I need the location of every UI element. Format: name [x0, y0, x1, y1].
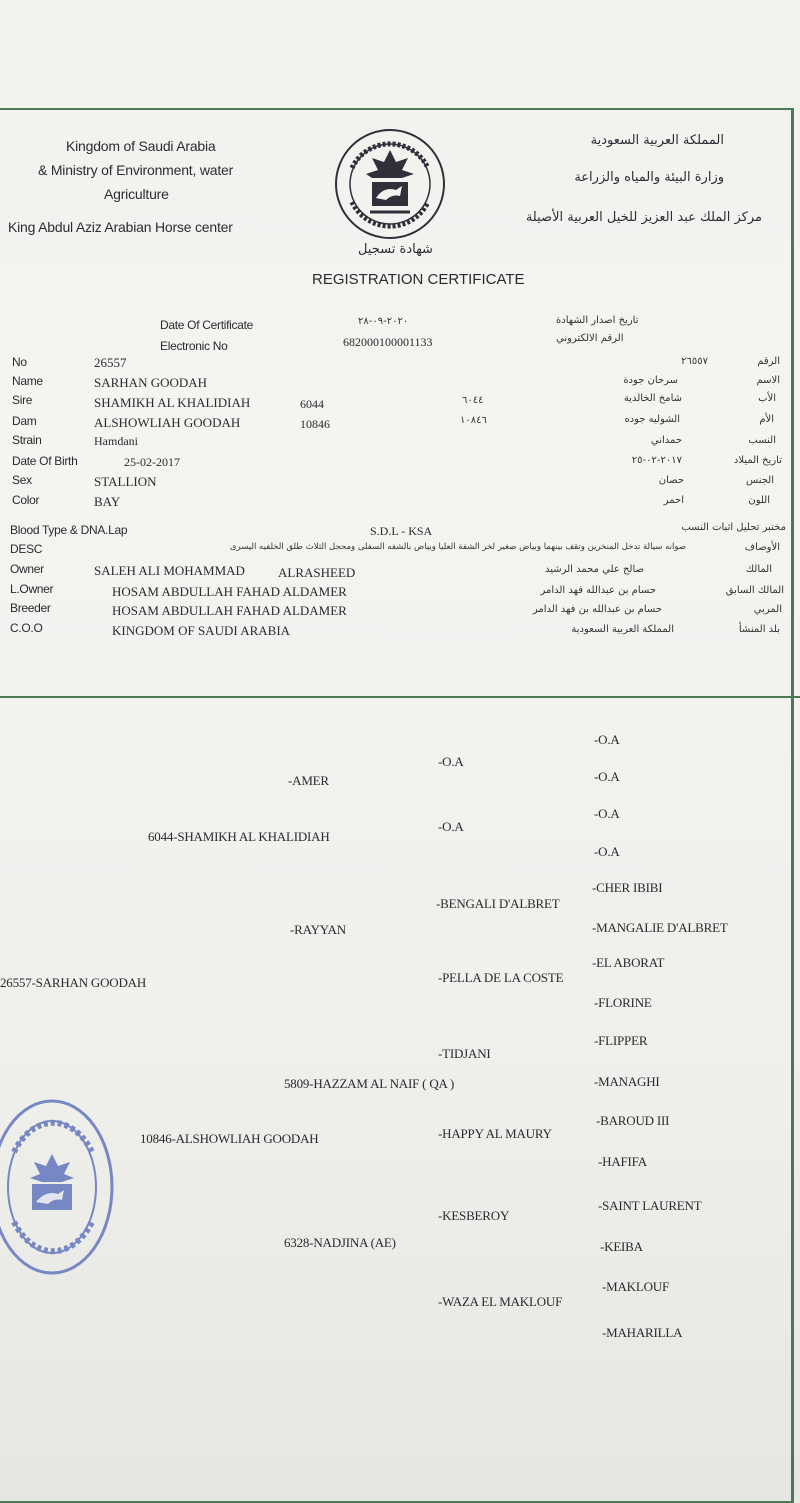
field-ar-label-sex: الجنس — [745, 475, 774, 486]
electronic-no-label-ar: الرقم الالكتروني — [556, 333, 624, 344]
desc-ar-label: الأوصاف — [744, 542, 780, 553]
pedigree-horse: 26557-SARHAN GOODAH — [0, 975, 147, 990]
field-ar-value-color: احمر — [663, 495, 684, 506]
owner-ar-value: صالح علي محمد الرشيد — [544, 564, 644, 575]
pedigree-gen2-3: 5809-HAZZAM AL NAIF ( QA ) — [284, 1076, 455, 1091]
field-label-no: No — [12, 355, 27, 369]
header-en-line-1: Kingdom of Saudi Arabia — [66, 138, 216, 154]
pedigree-gen4-7: -EL ABORAT — [592, 955, 665, 970]
pedigree-gen4-10: -MANAGHI — [594, 1074, 660, 1089]
pedigree-gen4-11: -BAROUD III — [596, 1113, 670, 1128]
pedigree-gen2-2: -RAYYAN — [290, 922, 346, 937]
pedigree-gen4-16: -MAHARILLA — [602, 1325, 683, 1340]
breeder-value: HOSAM ABDULLAH FAHAD ALDAMER — [112, 603, 347, 618]
pedigree-gen3-8: -WAZA EL MAKLOUF — [438, 1294, 563, 1309]
pedigree-gen4-5: -CHER IBIBI — [592, 880, 663, 895]
field-value-dob: 25-02-2017 — [124, 455, 180, 469]
desc-label: DESC — [10, 542, 43, 556]
field-label-sire: Sire — [12, 393, 33, 407]
field-ar-value-no: ٢٦٥٥٧ — [681, 356, 708, 367]
pedigree-gen3-7: -KESBEROY — [438, 1208, 510, 1223]
pedigree-gen4-8: -FLORINE — [594, 995, 652, 1010]
field-value-no: 26557 — [94, 355, 127, 370]
owner-label: Owner — [10, 562, 44, 576]
electronic-no-label: Electronic No — [160, 339, 228, 353]
pedigree-gen4-4: -O.A — [594, 844, 620, 859]
field-ar-value-sire: شامخ الخالدية — [623, 393, 682, 404]
lowner-ar-label: المالك السابق — [725, 585, 784, 596]
field-ar-value-strain: حمداني — [650, 435, 682, 446]
field-label-sex: Sex — [12, 473, 32, 487]
field-ar-label-dam: الأم — [759, 414, 774, 425]
coo-value: KINGDOM OF SAUDI ARABIA — [112, 623, 291, 638]
desc-ar-text: صوانه سيالة تدخل المنخرين وتقف بينهما وبياض صغير لخر الشفة العليا وبياض بالشفه السفلى ومحجل الثلاث طلق الخلفيه اليسرى — [229, 542, 686, 552]
header-ar-line-2: وزارة البيئة والمياه والزراعة — [574, 170, 724, 185]
field-ar-label-sire: الأب — [758, 393, 776, 404]
field-num-ar-dam: ١٠٨٤٦ — [460, 415, 487, 426]
field-ar-label-dob: تاريخ الميلاد — [733, 455, 782, 466]
field-value-sex: STALLION — [94, 474, 157, 489]
pedigree-sire: 6044-SHAMIKH AL KHALIDIAH — [148, 829, 330, 844]
pedigree-gen4-9: -FLIPPER — [594, 1033, 648, 1048]
pedigree-gen4-1: -O.A — [594, 732, 620, 747]
field-ar-label-strain: النسب — [748, 435, 776, 446]
field-label-strain: Strain — [12, 433, 42, 447]
owner-value-2: ALRASHEED — [278, 565, 356, 580]
field-value-name: SARHAN GOODAH — [94, 375, 208, 390]
owner-ar-label: المالك — [745, 564, 772, 575]
pedigree-gen2-1: -AMER — [288, 773, 329, 788]
header-en-line-4: King Abdul Aziz Arabian Horse center — [8, 219, 233, 235]
field-ar-value-dam: الشوليه جوده — [624, 414, 680, 425]
date-of-certificate-label: Date Of Certificate — [160, 318, 254, 332]
field-num-dam: 10846 — [300, 417, 330, 431]
ministry-emblem-icon — [332, 128, 448, 240]
lowner-ar-value: حسام بن عبدالله فهد الدامر — [540, 585, 656, 596]
pedigree-gen3-6: -HAPPY AL MAURY — [438, 1126, 552, 1141]
field-ar-value-dob: ٢٠١٧-٠٢-٢٥ — [631, 455, 682, 466]
breeder-label: Breeder — [10, 601, 51, 615]
header-ar-line-3: مركز الملك عبد العزيز للخيل العربية الأصيلة — [525, 210, 762, 225]
field-ar-value-name: سرحان جودة — [623, 375, 678, 386]
pedigree-gen3-3: -BENGALI D'ALBRET — [436, 896, 560, 911]
header-en-line-3: Agriculture — [104, 186, 169, 202]
breeder-ar-label: المربي — [753, 604, 782, 615]
coo-ar-value: المملكة العربية السعودية — [571, 624, 674, 635]
field-num-ar-sire: ٦٠٤٤ — [462, 395, 484, 406]
owner-value: SALEH ALI MOHAMMAD — [94, 563, 245, 578]
pedigree-gen4-13: -SAINT LAURENT — [598, 1198, 702, 1213]
field-label-dam: Dam — [12, 414, 37, 428]
stamp-seal-icon — [0, 1092, 116, 1282]
title-en: REGISTRATION CERTIFICATE — [312, 271, 525, 288]
field-ar-value-sex: حصان — [658, 475, 684, 486]
field-num-sire: 6044 — [300, 397, 324, 411]
coo-label: C.O.O — [10, 621, 43, 635]
field-label-dob: Date Of Birth — [12, 454, 78, 468]
electronic-no-value: 682000100001133 — [343, 335, 433, 349]
field-label-color: Color — [12, 493, 40, 507]
pedigree-gen3-5: -TIDJANI — [438, 1046, 491, 1061]
pedigree-gen4-6: -MANGALIE D'ALBRET — [592, 920, 728, 935]
field-label-name: Name — [12, 374, 43, 388]
coo-ar-label: بلد المنشأ — [738, 624, 780, 635]
date-of-certificate-value: ٢٠٢٠-٠٩-٢٨ — [358, 316, 409, 327]
pedigree-gen3-1: -O.A — [438, 754, 464, 769]
pedigree-dam: 10846-ALSHOWLIAH GOODAH — [140, 1131, 319, 1146]
lowner-value: HOSAM ABDULLAH FAHAD ALDAMER — [112, 584, 347, 599]
breeder-ar-value: حسام بن عبدالله بن فهد الدامر — [532, 604, 662, 615]
field-ar-label-name: الاسم — [756, 375, 780, 386]
field-value-dam: ALSHOWLIAH GOODAH — [94, 415, 241, 430]
section-divider — [0, 696, 800, 698]
blood-type-label: Blood Type & DNA.Lap — [10, 523, 128, 537]
pedigree-gen4-3: -O.A — [594, 806, 620, 821]
pedigree-gen3-4: -PELLA DE LA COSTE — [438, 970, 564, 985]
field-ar-label-no: الرقم — [757, 356, 780, 367]
pedigree-gen3-2: -O.A — [438, 819, 464, 834]
pedigree-gen2-4: 6328-NADJINA (AE) — [284, 1235, 396, 1250]
field-value-sire: SHAMIKH AL KHALIDIAH — [94, 395, 251, 410]
field-value-strain: Hamdani — [94, 434, 138, 448]
blood-type-label-ar: مختبر تحليل اثبات النسب — [681, 522, 786, 533]
lowner-label: L.Owner — [10, 582, 54, 596]
blood-type-value: S.D.L - KSA — [370, 524, 433, 538]
header-ar-line-1: المملكة العربية السعودية — [590, 133, 724, 148]
title-ar: شهادة تسجيل — [358, 242, 433, 257]
field-value-color: BAY — [94, 494, 121, 509]
pedigree-gen4-2: -O.A — [594, 769, 620, 784]
date-of-certificate-label-ar: تاريخ اصدار الشهادة — [556, 315, 639, 326]
pedigree-gen4-15: -MAKLOUF — [602, 1279, 670, 1294]
pedigree-gen4-12: -HAFIFA — [598, 1154, 647, 1169]
field-ar-label-color: اللون — [748, 495, 770, 506]
header-en-line-2: & Ministry of Environment, water — [38, 162, 234, 178]
pedigree-gen4-14: -KEIBA — [600, 1239, 643, 1254]
